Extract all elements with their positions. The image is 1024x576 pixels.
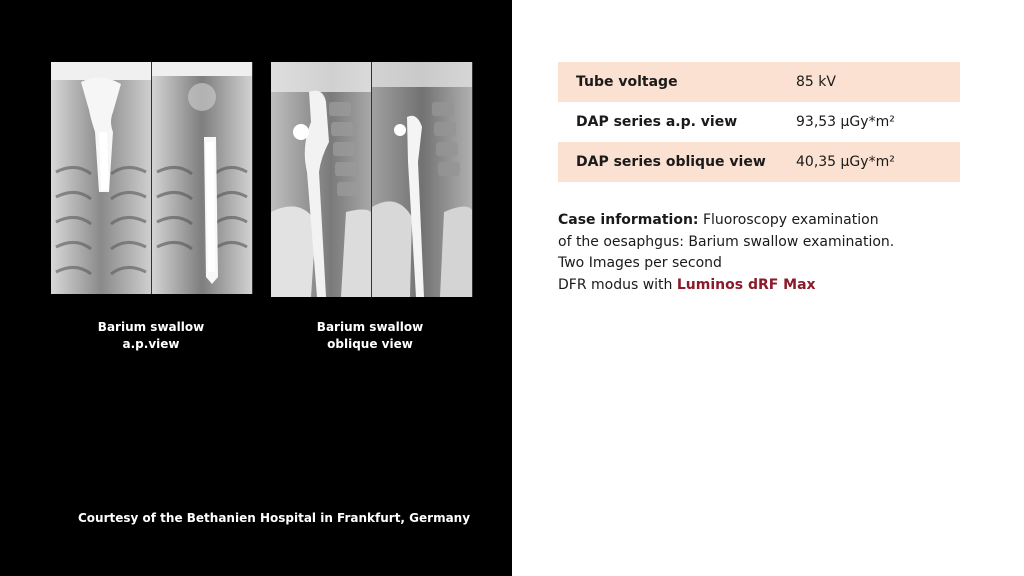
param-value: 93,53 µGy*m² [796,114,895,130]
xray-ap-image-2 [152,62,253,294]
caption-ap-view [51,319,251,353]
caption-oblique-view [270,319,470,353]
param-label: DAP series oblique view [576,154,766,170]
case-info-line-1 [558,210,978,232]
caption-ap-line-2: a.p.view [122,337,180,351]
case-information [558,210,978,296]
table-row [558,142,960,182]
param-label: Tube voltage [576,74,678,90]
case-info-line-2: of the oesaphgus: Barium swallow examination. [558,233,895,250]
param-label: DAP series a.p. view [576,114,738,130]
table-row [558,62,960,102]
table-row [558,102,960,142]
param-value: 40,35 µGy*m² [796,154,895,170]
xray-group-oblique-view [271,62,473,297]
product-name: Luminos dRF Max [676,276,816,293]
caption-oblique-line-1: Barium swallow [316,320,424,334]
case-info-line-4 [558,275,978,297]
xray-oblique-image-2 [372,62,473,297]
case-info-text-4: DFR modus with [558,276,677,293]
info-panel [512,0,1024,576]
caption-oblique-line-2: oblique view [327,337,413,351]
xray-ap-image-1 [51,62,152,294]
xray-group-ap-view [51,62,253,294]
case-info-line-3: Two Images per second [558,255,722,271]
case-info-label: Case information: [558,212,699,228]
courtesy-note: Courtesy of the Bethanien Hospital in Frankfurt, Germany [78,511,471,525]
param-value: 85 kV [796,74,836,90]
xray-oblique-image-1 [271,62,372,297]
case-info-text-1: Fluoroscopy examination [698,212,879,228]
caption-ap-line-1: Barium swallow [97,320,205,334]
parameters-table [558,62,960,182]
